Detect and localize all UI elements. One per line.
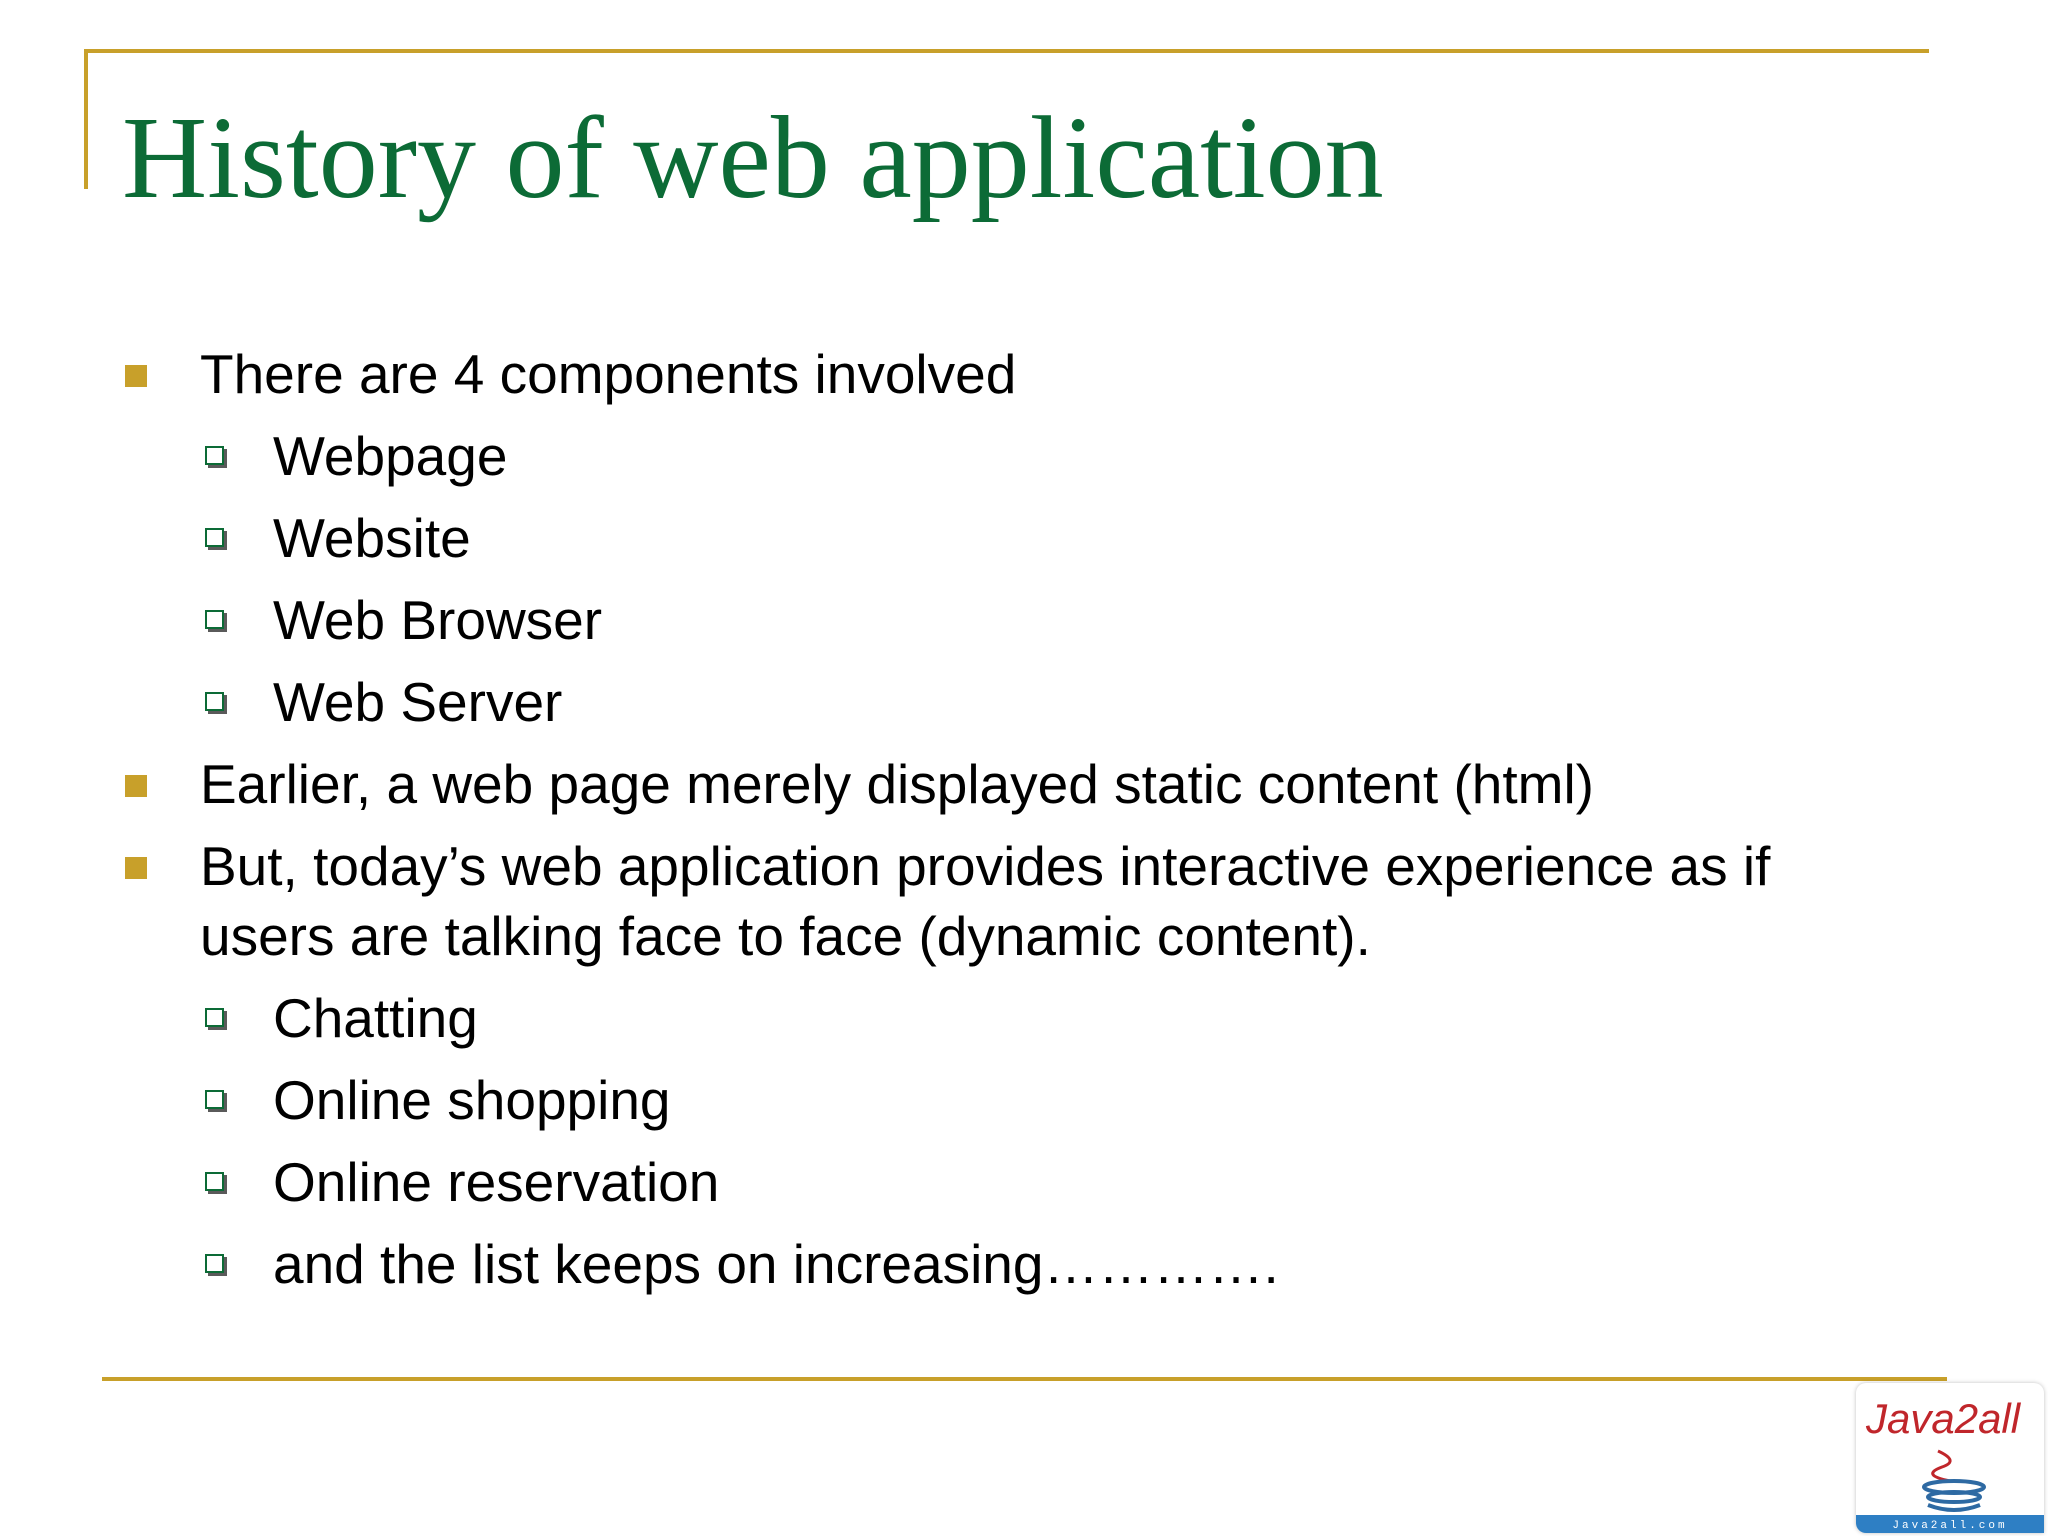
sub-bullet-item bbox=[273, 1229, 1279, 1299]
hollow-square-bullet-icon bbox=[205, 1172, 224, 1191]
sub-bullet-item bbox=[273, 1065, 671, 1135]
bullet-text: and the list keeps on increasing…………. bbox=[273, 1233, 1279, 1295]
hollow-square-bullet-icon bbox=[205, 446, 224, 465]
bullet-text: Website bbox=[273, 507, 471, 569]
slide-title: History of web application bbox=[122, 92, 1384, 223]
hollow-square-bullet-icon bbox=[205, 1008, 224, 1027]
bullet-item bbox=[200, 749, 1594, 819]
sub-bullet-item bbox=[273, 585, 602, 655]
hollow-square-bullet-icon bbox=[205, 692, 224, 711]
frame-bottom-line bbox=[102, 1377, 1947, 1381]
hollow-square-bullet-icon bbox=[205, 528, 224, 547]
hollow-square-bullet-icon bbox=[205, 610, 224, 629]
square-bullet-icon bbox=[125, 365, 147, 387]
sub-bullet-item bbox=[273, 503, 471, 573]
hollow-square-bullet-icon bbox=[205, 1090, 224, 1109]
sub-bullet-item bbox=[273, 983, 478, 1053]
bullet-text: Chatting bbox=[273, 987, 478, 1049]
bullet-text: Webpage bbox=[273, 425, 508, 487]
bullet-text: Online shopping bbox=[273, 1069, 671, 1131]
bullet-text: There are 4 components involved bbox=[200, 343, 1017, 405]
bullet-text: But, today’s web application provides interactive experience as if users are talking face to face (dynamic content). bbox=[200, 835, 1771, 967]
hollow-square-bullet-icon bbox=[205, 1254, 224, 1273]
sub-bullet-item bbox=[273, 421, 507, 491]
java2all-logo bbox=[1856, 1383, 2044, 1533]
square-bullet-icon bbox=[125, 775, 147, 797]
bullet-text: Web Browser bbox=[273, 589, 603, 651]
bullet-text: Earlier, a web page merely displayed static content (html) bbox=[200, 753, 1594, 815]
sub-bullet-item bbox=[273, 1147, 719, 1217]
logo-url: Java2all.com bbox=[1892, 1520, 2008, 1532]
bullet-item bbox=[200, 339, 1016, 409]
logo-wordmark: Java2all bbox=[1866, 1395, 2021, 1442]
sub-bullet-item bbox=[273, 667, 562, 737]
square-bullet-icon bbox=[125, 857, 147, 879]
bullet-text: Web Server bbox=[273, 671, 563, 733]
bullet-item bbox=[200, 831, 1770, 971]
bullet-text: Online reservation bbox=[273, 1151, 720, 1213]
